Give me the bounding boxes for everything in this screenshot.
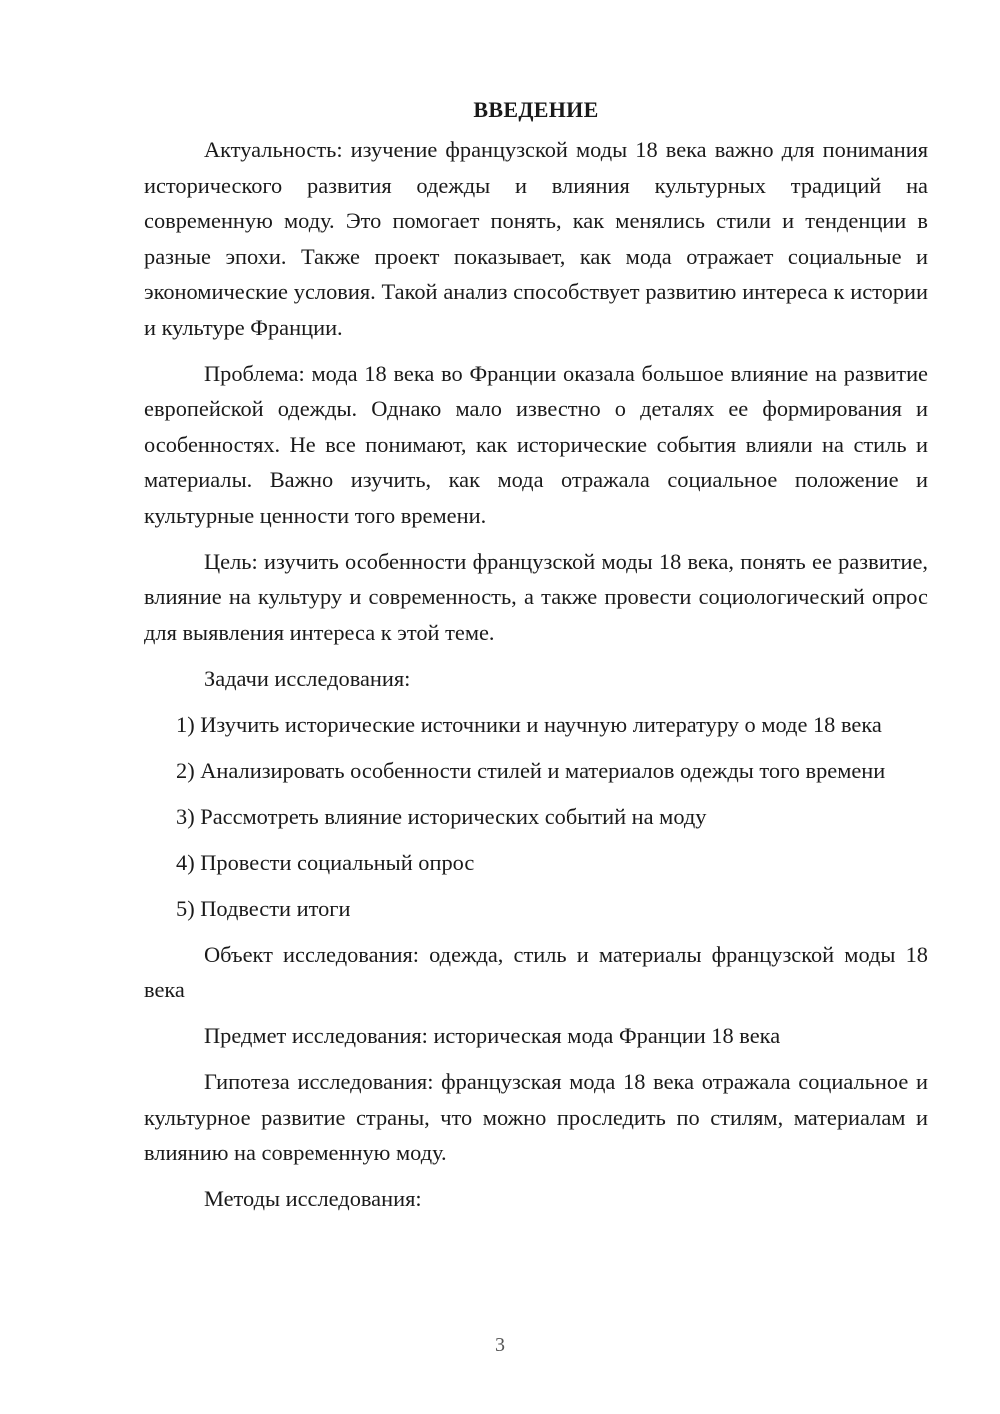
page-number: 3 <box>495 1334 505 1356</box>
task-item-4: 4) Провести социальный опрос <box>176 849 475 875</box>
task-item-5: 5) Подвести итоги <box>176 895 351 921</box>
page-content <box>144 92 928 1227</box>
paragraph-hypothesis: Гипотеза исследования: французская мода 18 века отражала социальное и культурное развитие страны, что можно проследить по стилям, материалам и влиянию на современную моду. <box>144 1069 928 1165</box>
paragraph-problem: Проблема: мода 18 века во Франции оказала большое влияние на развитие европейской одежды. Однако мало известно о деталях ее формирования и особенностях. Не все понимают, как исторические события влияли на стиль и материалы. Важно изучить, как мода отражала социальное положение и культурные ценности того времени. <box>144 360 928 528</box>
paragraph-subject: Предмет исследования: историческая мода Франции 18 века <box>204 1023 781 1048</box>
task-item-1: 1) Изучить исторические источники и научную литературу о моде 18 века <box>176 711 882 737</box>
paragraph-goal: Цель: изучить особенности французской моды 18 века, понять ее развитие, влияние на культуру и современность, а также провести социологический опрос для выявления интереса к этой теме. <box>144 548 928 645</box>
tasks-heading: Задачи исследования: <box>204 665 411 691</box>
methods-heading: Методы исследования: <box>204 1186 422 1211</box>
task-item-2: 2) Анализировать особенности стилей и материалов одежды того времени <box>176 757 886 783</box>
paragraph-relevance: Актуальность: изучение французской моды 18 века важно для понимания исторического развития одежды и влияния культурных традиций на современную моду. Это помогает понять, как менялись стили и тенденции в разные эпохи. Также проект показывает, как мода отражает социальные и экономические условия. Такой анализ способствует развитию интереса к истории и культуре Франции. <box>144 137 928 340</box>
section-title: ВВЕДЕНИЕ <box>473 97 599 122</box>
task-item-3: 3) Рассмотреть влияние исторических событий на моду <box>176 803 707 829</box>
paragraph-object: Объект исследования: одежда, стиль и материалы французской моды 18 века <box>144 941 928 1002</box>
